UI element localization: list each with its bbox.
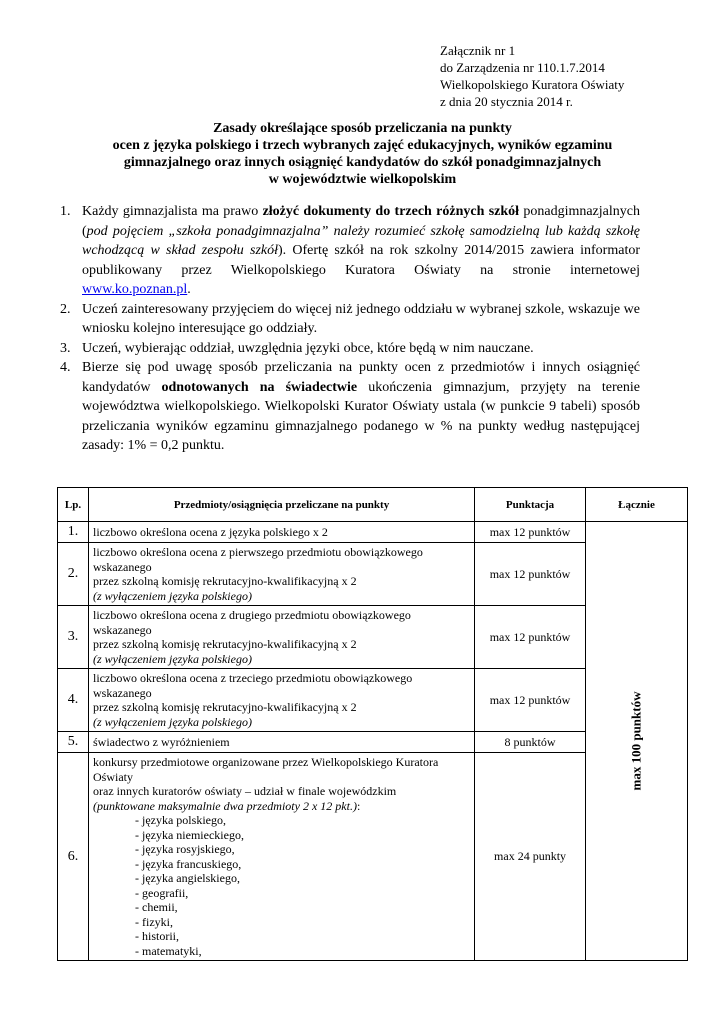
desc-note-suffix: : <box>356 798 361 813</box>
row-points: max 24 punkty <box>475 753 586 961</box>
row-description <box>89 753 475 961</box>
desc-note: (z wyłączeniem języka polskiego) <box>93 588 252 603</box>
row-number: 3. <box>58 606 89 669</box>
rule-text: ). Ofertę szkół na rok szkolny 2014/2015 zawiera informator opublikowany przez Wielkopolskiego Kuratora Oświaty na stronie internetowej <box>82 243 640 278</box>
website-link[interactable]: www.ko.poznan.pl <box>82 282 188 297</box>
subject-item: - chemii, <box>135 900 178 914</box>
rule-item <box>60 339 640 359</box>
subject-list <box>93 813 470 958</box>
rule-text: Uczeń zainteresowany przyjęciem do więcej niż jednego oddziału w wybranej szkole, wskazuje we wniosku kolejno interesujące go oddziały. <box>82 301 640 336</box>
desc-line: liczbowo określona ocena z pierwszego przedmiotu obowiązkowego wskazanego <box>93 545 423 574</box>
header-points: Punktacja <box>475 488 586 522</box>
rule-text: Każdy gimnazjalista ma prawo <box>82 204 263 219</box>
total-value: max 100 punktów <box>628 691 644 791</box>
rule-text: Uczeń, wybierając oddział, uwzględnia języki obce, które będą w nim nauczane. <box>82 340 534 356</box>
rule-text: Bierze się pod uwagę sposób przeliczania na punkty ocen z przedmiotów i innych osiągnięć kandydatów <box>82 360 640 395</box>
desc-line: oraz innych kuratorów oświaty – udział w finale wojewódzkim <box>93 784 397 798</box>
row-description <box>89 543 475 606</box>
row-number: 5. <box>58 732 89 753</box>
desc-line: świadectwo z wyróżnieniem <box>93 734 230 749</box>
desc-line: przez szkolną komisję rekrutacyjno-kwalifikacyjną x 2 <box>93 637 357 651</box>
subject-item: - języka polskiego, <box>135 813 226 827</box>
desc-note: (z wyłączeniem języka polskiego) <box>93 651 252 666</box>
header-lp: Lp. <box>58 488 89 522</box>
row-number: 2. <box>58 543 89 606</box>
row-points: max 12 punktów <box>475 606 586 669</box>
total-cell <box>586 522 688 961</box>
rule-number: 4. <box>60 360 71 375</box>
desc-line: konkursy przedmiotowe organizowane przez Wielkopolskiego Kuratora Oświaty <box>93 755 439 784</box>
rule-item <box>60 202 640 300</box>
rule-item <box>60 300 640 339</box>
desc-line: liczbowo określona ocena z języka polskiego x 2 <box>93 524 328 539</box>
desc-line: liczbowo określona ocena z drugiego przedmiotu obowiązkowego wskazanego <box>93 608 411 637</box>
rule-text: . <box>187 282 191 297</box>
title-line: ocen z języka polskiego i trzech wybranych zajęć edukacyjnych, wyników egzaminu <box>112 138 613 153</box>
subject-item: - języka angielskiego, <box>135 871 240 885</box>
subject-item: - języka niemieckiego, <box>135 827 244 842</box>
rules-list <box>60 202 640 456</box>
annex-line: z dnia 20 stycznia 2014 r. <box>440 94 573 109</box>
desc-line: przez szkolną komisję rekrutacyjno-kwalifikacyjną x 2 <box>93 574 357 588</box>
row-number: 6. <box>58 753 89 961</box>
row-points: 8 punktów <box>475 732 586 753</box>
table-row <box>58 522 688 543</box>
table-header-row <box>58 488 688 522</box>
subject-item: - matematyki, <box>135 943 202 958</box>
desc-note: (punktowane maksymalnie dwa przedmioty 2 x 12 pkt.) <box>93 798 357 813</box>
row-description <box>89 732 475 753</box>
row-points: max 12 punktów <box>475 669 586 732</box>
subject-item: - języka francuskiego, <box>135 856 242 871</box>
desc-note-line <box>93 799 470 814</box>
row-points: max 12 punktów <box>475 543 586 606</box>
title-line: Zasady określające sposób przeliczania na punkty <box>213 121 512 136</box>
subject-item: - języka rosyjskiego, <box>135 842 235 856</box>
row-number: 4. <box>58 669 89 732</box>
desc-note: (z wyłączeniem języka polskiego) <box>93 714 252 729</box>
rule-emphasis: złożyć dokumenty do trzech różnych szkół <box>262 204 520 219</box>
row-description <box>89 522 475 543</box>
row-description <box>89 669 475 732</box>
row-points: max 12 punktów <box>475 522 586 543</box>
subject-item: - geografii, <box>135 885 189 900</box>
header-subject: Przedmioty/osiągnięcia przeliczane na punkty <box>89 488 475 522</box>
rule-emphasis: odnotowanych na świadectwie <box>161 379 358 395</box>
subject-item: - historii, <box>135 929 179 943</box>
subject-item: - fizyki, <box>135 914 173 929</box>
rule-text: ponadgimnazjalnych ( <box>82 204 640 239</box>
title-line: w województwie wielkopolskim <box>268 172 457 187</box>
annex-line: do Zarządzenia nr 110.1.7.2014 <box>440 60 605 75</box>
points-table <box>57 487 688 961</box>
annex-line: Załącznik nr 1 <box>440 43 516 58</box>
annex-reference <box>440 42 624 110</box>
desc-line: przez szkolną komisję rekrutacyjno-kwalifikacyjną x 2 <box>93 700 357 714</box>
header-total: Łącznie <box>586 488 688 522</box>
rule-number: 3. <box>60 340 71 356</box>
document-title <box>60 120 665 188</box>
rule-text: ukończenia gimnazjum, przyjęty na terenie województwa wielkopolskiego. Wielkopolski Kurator Oświaty ustala (w punkcie 9 tabeli) sposób przeliczania wyników egzaminu gimnazjalnego podanego w % na punkty według następującej zasady: 1% = 0,2 punktu. <box>82 379 640 453</box>
desc-line: liczbowo określona ocena z trzeciego przedmiotu obowiązkowego wskazanego <box>93 671 413 700</box>
rule-definition: pod pojęciem „szkoła ponadgimnazjalna” należy rozumieć szkołę samodzielną lub każdą szkołę wchodzącą w skład zespołu szkół <box>82 223 640 258</box>
rule-number: 1. <box>60 204 71 219</box>
row-number: 1. <box>58 522 89 543</box>
title-line: gimnazjalnego oraz innych osiągnięć kandydatów do szkół ponadgimnazjalnych <box>123 155 602 170</box>
annex-line: Wielkopolskiego Kuratora Oświaty <box>440 77 625 92</box>
rule-item <box>60 358 640 456</box>
rule-number: 2. <box>60 301 71 317</box>
row-description <box>89 606 475 669</box>
